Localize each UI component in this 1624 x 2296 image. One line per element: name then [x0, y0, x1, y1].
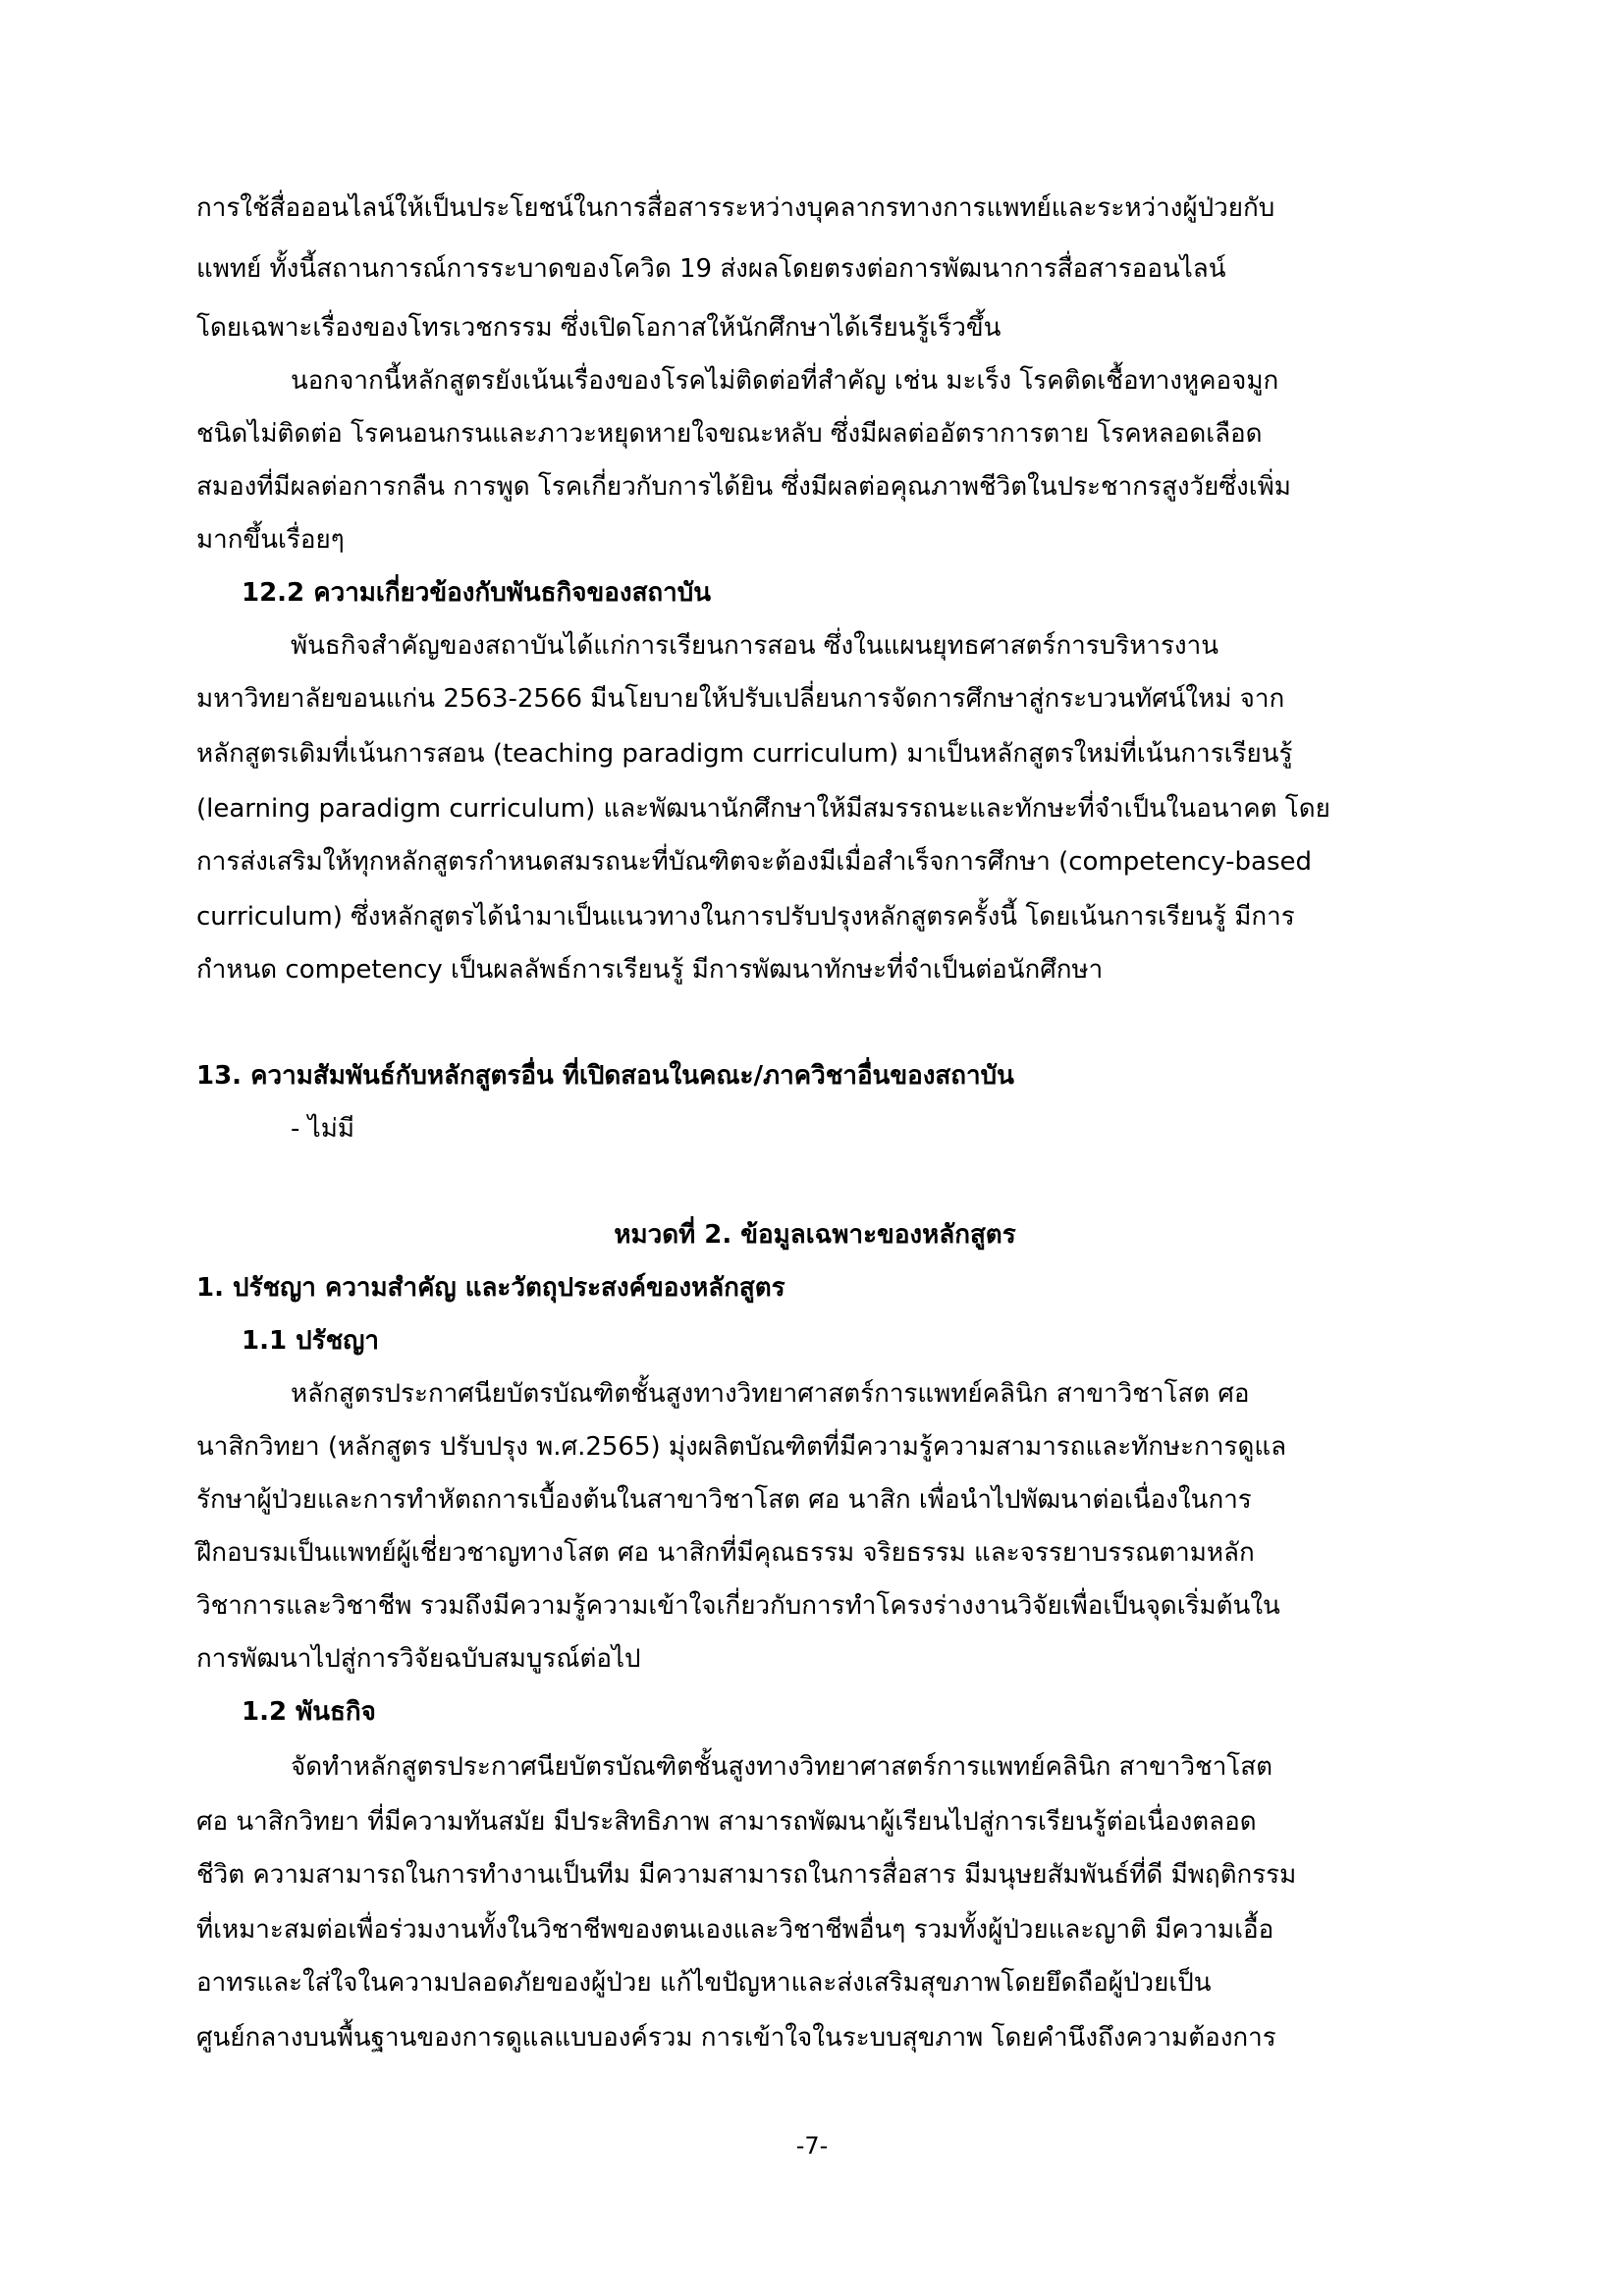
intro-line-3: โดยเฉพาะเรื่องของโทรเวชกรรม ซึ่งเปิดโอกาสให้นักศึกษาได้เรียนรู้เร็วขึ้น: [196, 313, 1001, 343]
section-12-2-line-1: พันธกิจสำคัญของสถาบันได้แก่การเรียนการสอน ซึ่งในแผนยุทธศาสตร์การบริหารงาน: [291, 631, 1218, 661]
sub-1-2-line-4: ที่เหมาะสมต่อเพื่อร่วมงานทั้งในวิชาชีพของตนเองและวิชาชีพอื่นๆ รวมทั้งผู้ป่วยและญาติ มีความเอื้อ: [196, 1915, 1274, 1945]
sub-1-2-line-2: ศอ นาสิกวิทยา ที่มีความทันสมัย มีประสิทธิภาพ สามารถพัฒนาผู้เรียนไปสู่การเรียนรู้ต่อเนื่องตลอด: [196, 1807, 1257, 1837]
sub-1-2-heading: 1.2 พันธกิจ: [242, 1697, 376, 1727]
sub-1-1-line-4: ฝึกอบรมเป็นแพทย์ผู้เชี่ยวชาญทางโสต ศอ นาสิกที่มีคุณธรรม จริยธรรม และจรรยาบรรณตามหลัก: [196, 1538, 1255, 1568]
sub-1-1-line-6: การพัฒนาไปสู่การวิจัยฉบับสมบูรณ์ต่อไป: [196, 1644, 641, 1674]
sub-1-1-line-1: หลักสูตรประกาศนียบัตรบัณฑิตชั้นสูงทางวิทยาศาสตร์การแพทย์คลินิก สาขาวิชาโสต ศอ: [291, 1379, 1250, 1409]
section-12-2-heading: 12.2 ความเกี่ยวข้องกับพันธกิจของสถาบัน: [242, 578, 712, 608]
section-12-2-line-6: curriculum) ซึ่งหลักสูตรได้นำมาเป็นแนวทางในการปรับปรุงหลักสูตรครั้งนี้ โดยเน้นการเรียนรู้ มีการ: [196, 902, 1295, 932]
section-12-2-line-3: หลักสูตรเดิมที่เน้นการสอน (teaching paradigm curriculum) มาเป็นหลักสูตรใหม่ที่เน้นการเรียนรู้: [196, 739, 1293, 769]
section-12-2-line-2: มหาวิทยาลัยขอนแก่น 2563-2566 มีนโยบายให้ปรับเปลี่ยนการจัดการศึกษาสู่กระบวนทัศน์ใหม่ จาก: [196, 684, 1285, 714]
sub-1-1-line-5: วิชาการและวิชาชีพ รวมถึงมีความรู้ความเข้าใจเกี่ยวกับการทำโครงร่างงานวิจัยเพื่อเป็นจุดเริ่มต้นใน: [196, 1591, 1280, 1621]
sub-1-2-line-5: อาทรและใส่ใจในความปลอดภัยของผู้ป่วย แก้ไขปัญหาและส่งเสริมสุขภาพโดยยึดถือผู้ป่วยเป็น: [196, 1968, 1212, 1998]
sub-1-2-line-1: จัดทำหลักสูตรประกาศนียบัตรบัณฑิตชั้นสูงทางวิทยาศาสตร์การแพทย์คลินิก สาขาวิชาโสต: [291, 1752, 1273, 1782]
chapter-2-title: หมวดที่ 2. ข้อมูลเฉพาะของหลักสูตร: [614, 1220, 1016, 1250]
section-13-heading: 13. ความสัมพันธ์กับหลักสูตรอื่น ที่เปิดสอนในคณะ/ภาควิชาอื่นของสถาบัน: [196, 1061, 1014, 1091]
section-12-2-line-5: การส่งเสริมให้ทุกหลักสูตรกำหนดสมรถนะที่บัณฑิตจะต้องมีเมื่อสำเร็จการศึกษา (competency-based: [196, 847, 1313, 877]
sub-1-1-line-2: นาสิกวิทยา (หลักสูตร ปรับปรุง พ.ศ.2565) มุ่งผลิตบัณฑิตที่มีความรู้ความสามารถและทักษะการดูแล: [196, 1432, 1287, 1462]
chapter-2-section-1-heading: 1. ปรัชญา ความสำคัญ และวัตถุประสงค์ของหลักสูตร: [196, 1273, 785, 1303]
sub-1-1-heading: 1.1 ปรัชญา: [242, 1326, 379, 1356]
sub-1-2-line-3: ชีวิต ความสามารถในการทำงานเป็นทีม มีความสามารถในการสื่อสาร มีมนุษยสัมพันธ์ที่ดี มีพฤติกรรม: [196, 1860, 1297, 1890]
section-12-2-line-7: กำหนด competency เป็นผลลัพธ์การเรียนรู้ มีการพัฒนาทักษะที่จำเป็นต่อนักศึกษา: [196, 955, 1104, 985]
para2-line-4: มากขึ้นเรื่อยๆ: [196, 525, 345, 555]
page-number: -7-: [795, 2132, 829, 2160]
section-12-2-line-4: (learning paradigm curriculum) และพัฒนานักศึกษาให้มีสมรรถนะและทักษะที่จำเป็นในอนาคต โดย: [196, 794, 1330, 824]
section-13-item: - ไม่มี: [291, 1114, 354, 1144]
intro-line-1: การใช้สื่อออนไลน์ให้เป็นประโยชน์ในการสื่อสารระหว่างบุคลากรทางการแพทย์และระหว่างผู้ป่วยกับ: [196, 193, 1275, 223]
sub-1-1-line-3: รักษาผู้ป่วยและการทำหัตถการเบื้องต้นในสาขาวิชาโสต ศอ นาสิก เพื่อนำไปพัฒนาต่อเนื่องในการ: [196, 1485, 1252, 1515]
sub-1-2-line-6: ศูนย์กลางบนพื้นฐานของการดูแลแบบองค์รวม การเข้าใจในระบบสุขภาพ โดยคำนึงถึงความต้องการ: [196, 2023, 1276, 2053]
para2-line-3: สมองที่มีผลต่อการกลืน การพูด โรคเกี่ยวกับการได้ยิน ซึ่งมีผลต่อคุณภาพชีวิตในประชากรสูงวัยซึ่งเพิ่ม: [196, 472, 1291, 502]
intro-line-2: แพทย์ ทั้งนี้สถานการณ์การระบาดของโควิด 19 ส่งผลโดยตรงต่อการพัฒนาการสื่อสารออนไลน์: [196, 254, 1226, 284]
para2-line-1: นอกจากนี้หลักสูตรยังเน้นเรื่องของโรคไม่ติดต่อที่สำคัญ เช่น มะเร็ง โรคติดเชื้อทางหูคอจมูก: [291, 366, 1279, 396]
para2-line-2: ชนิดไม่ติดต่อ โรคนอนกรนและภาวะหยุดหายใจขณะหลับ ซึ่งมีผลต่ออัตราการตาย โรคหลอดเลือด: [196, 419, 1263, 449]
